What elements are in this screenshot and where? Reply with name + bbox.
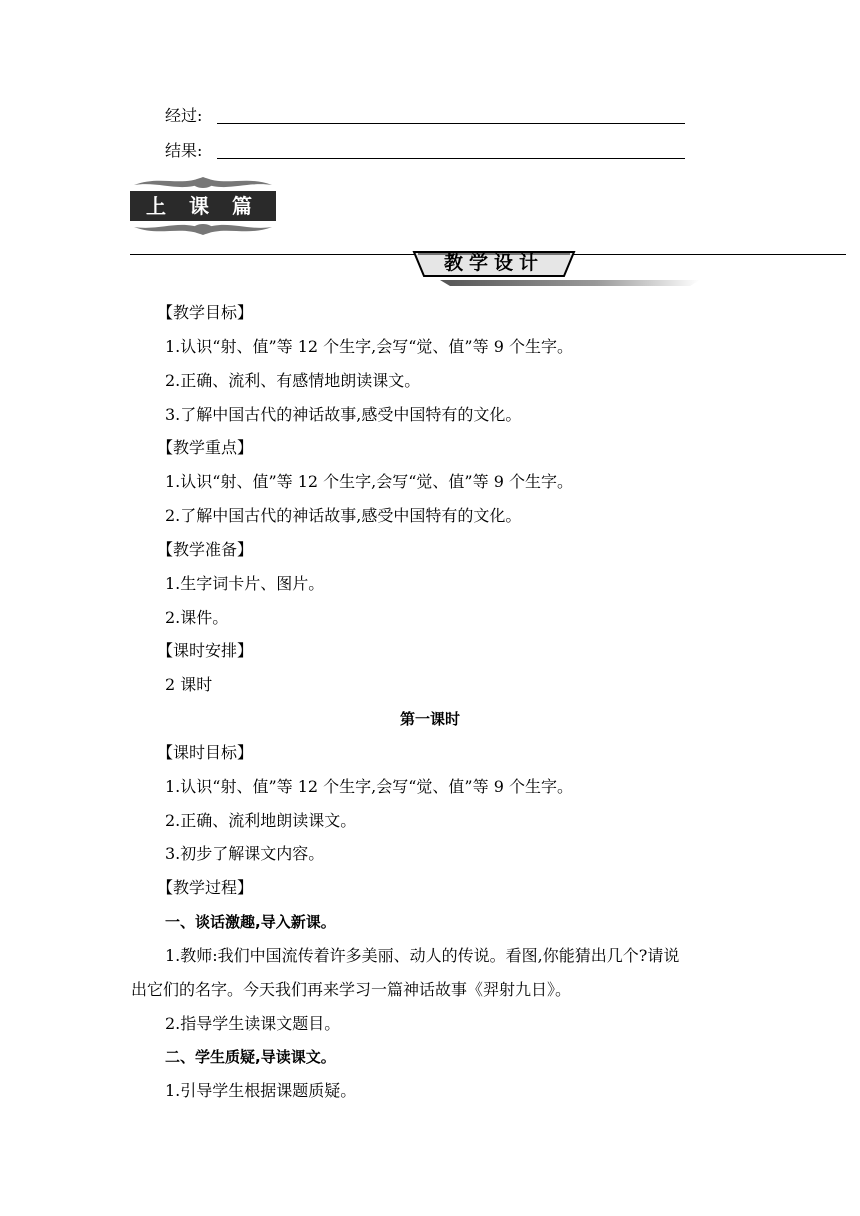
text-line: 2.了解中国古代的神话故事,感受中国特有的文化。 bbox=[165, 506, 522, 525]
text-line: 1.认识“射、值”等 12 个生字,会写“觉、值”等 9 个生字。 bbox=[165, 337, 573, 356]
text-line: 1.认识“射、值”等 12 个生字,会写“觉、值”等 9 个生字。 bbox=[165, 777, 573, 796]
text-line: 1.生字词卡片、图片。 bbox=[165, 574, 325, 593]
fill-label-process: 经过: bbox=[165, 106, 203, 125]
text-line: 出它们的名字。今天我们再来学习一篇神话故事《羿射九日》。 bbox=[131, 980, 572, 999]
fill-line-result bbox=[217, 158, 685, 159]
text-line: 2.正确、流利、有感情地朗读课文。 bbox=[165, 371, 421, 390]
step-heading-2: 二、学生质疑,导读课文。 bbox=[165, 1048, 336, 1066]
text-line: 2.课件。 bbox=[165, 608, 229, 627]
heading-teaching-prep: 【教学准备】 bbox=[157, 540, 254, 559]
text-line: 1.教师:我们中国流传着许多美丽、动人的传说。看图,你能猜出几个?请说 bbox=[165, 946, 680, 965]
text-line: 3.初步了解课文内容。 bbox=[165, 844, 325, 863]
design-tab-title: 教学设计 bbox=[443, 252, 544, 274]
fill-label-result: 结果: bbox=[165, 141, 203, 160]
fill-line-process bbox=[217, 123, 685, 124]
lesson-title: 第一课时 bbox=[399, 710, 460, 728]
heading-teaching-focus: 【教学重点】 bbox=[157, 438, 254, 457]
text-line: 2.正确、流利地朗读课文。 bbox=[165, 811, 357, 830]
text-line: 1.认识“射、值”等 12 个生字,会写“觉、值”等 9 个生字。 bbox=[165, 472, 573, 491]
text-line: 3.了解中国古代的神话故事,感受中国特有的文化。 bbox=[165, 405, 522, 424]
heading-teaching-process: 【教学过程】 bbox=[157, 878, 254, 897]
text-line: 2 课时 bbox=[165, 675, 213, 694]
text-line: 1.引导学生根据课题质疑。 bbox=[165, 1081, 357, 1100]
heading-lesson-goals: 【课时目标】 bbox=[157, 743, 254, 762]
step-heading-1: 一、谈话激趣,导入新课。 bbox=[165, 913, 336, 931]
heading-schedule: 【课时安排】 bbox=[157, 641, 254, 660]
section-banner-title: 上 课 篇 bbox=[130, 191, 276, 221]
text-line: 2.指导学生读课文题目。 bbox=[165, 1014, 341, 1033]
heading-teaching-goals: 【教学目标】 bbox=[157, 303, 254, 322]
tab-shadow bbox=[440, 280, 700, 288]
